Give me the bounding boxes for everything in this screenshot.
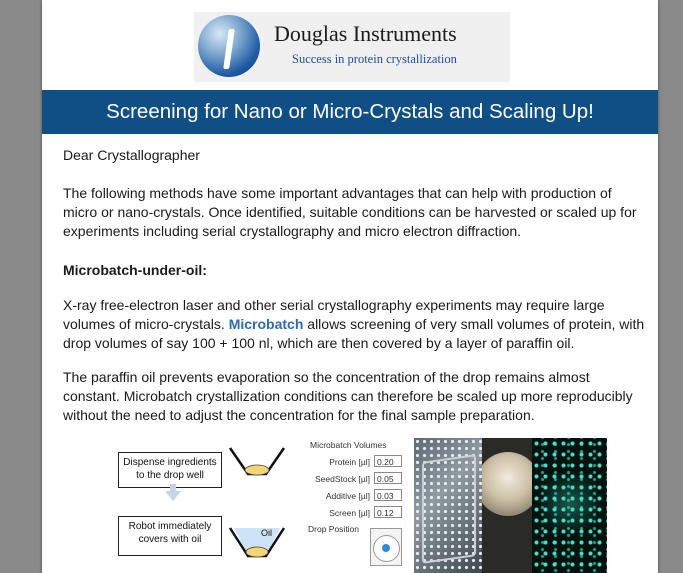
drop-position-selector[interactable] xyxy=(370,528,402,566)
oil-well-icon xyxy=(228,526,286,560)
microbatch-link[interactable]: Microbatch xyxy=(228,316,304,332)
screen-field[interactable]: 0.12 xyxy=(374,506,402,518)
panel-title: Microbatch Volumes xyxy=(310,440,387,450)
company-name: Douglas Instruments xyxy=(274,21,457,46)
volume-row-seedstock xyxy=(302,472,402,486)
seedstock-label: SeedStock [µl] xyxy=(315,474,370,484)
paragraph-microbatch xyxy=(63,296,648,353)
additive-label: Additive [µl] xyxy=(325,491,370,501)
fluorescent-crystals-photo xyxy=(532,438,607,573)
paragraph-paraffin: The paraffin oil prevents evaporation so the concentration of the drop remains almost constant. Microbatch crystallization conditions can therefore be scaled up more reproducibly without the need to adjust the concentration for the final sample preparation. xyxy=(63,369,633,423)
arrow-down-icon xyxy=(165,491,181,501)
protein-field[interactable]: 0.20 xyxy=(374,455,402,467)
crystal-photos xyxy=(414,438,607,573)
drop-position-well-icon xyxy=(373,535,400,562)
protein-label: Protein [µl] xyxy=(329,457,370,467)
company-logo xyxy=(194,12,510,82)
step-dispense-box: Dispense ingredients to the drop well xyxy=(118,452,222,488)
greeting: Dear Crystallographer xyxy=(63,147,200,163)
plate-frame xyxy=(422,454,476,564)
title-banner: Screening for Nano or Micro-Crystals and Scaling Up! xyxy=(42,90,658,134)
step-robot-box: Robot immediately covers with oil xyxy=(118,516,222,556)
intro-paragraph: The following methods have some important advantages that can help with production of micro or nano-crystals. Once identified, suitable conditions can be harvested or scaled up for experiments including serial crystallography and micro electron diffraction. xyxy=(63,185,637,239)
additive-field[interactable]: 0.03 xyxy=(374,489,402,501)
drop-microscope-photo xyxy=(482,438,532,573)
screen-label: Screen [µl] xyxy=(329,508,370,518)
email-page xyxy=(42,0,658,573)
microbatch-plate-photo xyxy=(414,438,482,573)
microbatch-figure xyxy=(42,438,658,573)
logo-slot xyxy=(223,29,235,69)
volume-row-protein xyxy=(302,455,402,469)
volume-row-additive xyxy=(302,489,402,503)
section-heading: Microbatch-under-oil: xyxy=(63,262,207,278)
oil-label: Oil xyxy=(261,528,272,538)
logo-emblem-icon xyxy=(198,15,260,77)
crystal-glow xyxy=(540,468,600,538)
paragraph-text: X-ray free-electron laser and other serial crystallography experiments may require large volumes of micro-crystals. xyxy=(63,297,605,332)
seedstock-field[interactable]: 0.05 xyxy=(374,472,402,484)
drop-well-icon xyxy=(228,446,286,478)
paragraph-text: allows screening of very small volumes of protein, with drop volumes of say 100 + 100 nl, which are then covered by a layer of paraffin oil. xyxy=(63,316,645,351)
drop-position-dot-icon xyxy=(382,544,390,552)
drop-disc xyxy=(482,452,532,516)
volume-row-screen xyxy=(302,506,402,520)
company-tagline: Success in protein crystallization xyxy=(292,52,457,66)
drop-position-label: Drop Position xyxy=(308,524,360,534)
